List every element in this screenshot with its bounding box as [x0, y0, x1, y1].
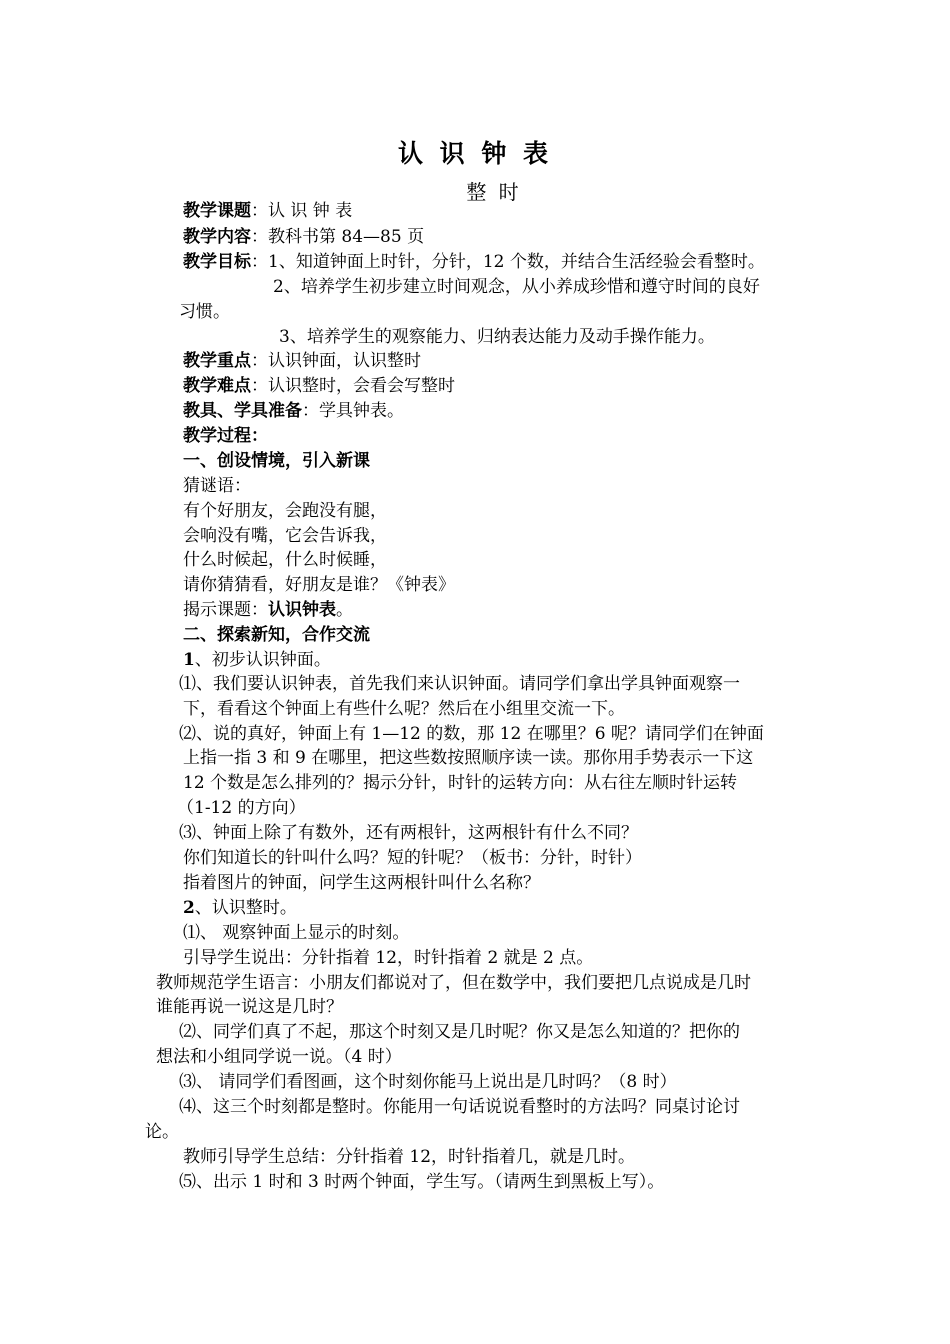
para-3a: ⑶、钟面上除了有数外，还有两根针，这两根针有什么不同？ — [179, 823, 638, 843]
riddle-line-4: 请你猜猜看，好朋友是谁？《钟表》 — [183, 575, 455, 595]
item-1c: 教师规范学生语言：小朋友们都说对了，但在数学中，我们要把几点说成是几时 — [156, 973, 751, 993]
meta-tools-label: 教具、学具准备 — [183, 401, 302, 421]
subsection-2-num: 2 — [183, 898, 195, 918]
meta-difficulty — [183, 374, 455, 398]
meta-topic-label: 教学课题 — [183, 201, 251, 221]
meta-goal-3: 3、培养学生的观察能力、归纳表达能力及动手操作能力。 — [279, 327, 715, 347]
para-2b: 上指一指 3 和 9 在哪里，把这些数按照顺序读一读。那你用手势表示一下这 — [183, 748, 754, 768]
reveal-suffix: 。 — [336, 600, 353, 620]
item-2a: ⑵、同学们真了不起，那这个时刻又是几时呢？你又是怎么知道的？把你的 — [179, 1022, 740, 1042]
subsection-1-num: 1 — [183, 650, 195, 670]
reveal-topic-name: 认识钟表 — [268, 600, 336, 620]
meta-process-colon: ： — [251, 426, 268, 446]
para-2a: ⑵、说的真好，钟面上有 1—12 的数，那 12 在哪里？6 呢？请同学们在钟面 — [179, 724, 764, 744]
riddle-line-1: 有个好朋友，会跑没有腿， — [183, 501, 387, 521]
meta-topic — [183, 199, 352, 223]
riddle-line-3: 什么时候起，什么时候睡， — [183, 550, 387, 570]
meta-goal-2a: 2、培养学生初步建立时间观念，从小养成珍惜和遵守时间的良好 — [273, 277, 760, 297]
meta-difficulty-label: 教学难点 — [183, 376, 251, 396]
meta-key-value: ：认识钟面，认识整时 — [251, 351, 421, 371]
doc-subtitle: 整 时 — [466, 180, 522, 204]
meta-key-label: 教学重点 — [183, 351, 251, 371]
item-1: ⑴、 观察钟面上显示的时刻。 — [183, 923, 410, 943]
item-4b: 论。 — [145, 1122, 179, 1142]
subsection-1 — [183, 648, 331, 672]
para-3b: 你们知道长的针叫什么吗？短的针呢？（板书：分针，时针） — [183, 848, 642, 868]
item-1b: 引导学生说出：分针指着 12，时针指着 2 就是 2 点。 — [183, 948, 594, 968]
meta-difficulty-value: ：认识整时，会看会写整时 — [251, 376, 455, 396]
item-4a: ⑷、这三个时刻都是整时。你能用一句话说说看整时的方法吗？同桌讨论讨 — [179, 1097, 740, 1117]
item-4c: 教师引导学生总结：分针指着 12，时针指着几，就是几时。 — [183, 1147, 636, 1167]
para-2d: （1-12 的方向） — [177, 798, 306, 818]
section-1-heading: 一、创设情境，引入新课 — [183, 451, 370, 471]
meta-key — [183, 349, 421, 373]
item-2b: 想法和小组同学说一说。（4 时） — [156, 1047, 402, 1067]
meta-content — [183, 225, 424, 249]
riddle-label: 猜谜语： — [183, 476, 251, 496]
section-2-heading: 二、探索新知，合作交流 — [183, 625, 370, 645]
riddle-line-2: 会响没有嘴，它会告诉我， — [183, 526, 387, 546]
item-5: ⑸、出示 1 时和 3 时两个钟面，学生写。（请两生到黑板上写）。 — [179, 1172, 665, 1192]
reveal-topic — [183, 598, 353, 622]
meta-content-value: ：教科书第 84—85 页 — [251, 227, 425, 247]
para-1a: ⑴、我们要认识钟表，首先我们来认识钟面。请同学们拿出学具钟面观察一 — [179, 674, 740, 694]
meta-process — [183, 424, 268, 448]
meta-goal-1-text: ：1、知道钟面上时针，分针，12 个数，并结合生活经验会看整时。 — [251, 252, 765, 272]
subsection-2-text: 、认识整时。 — [194, 898, 297, 918]
meta-goal-1 — [183, 250, 765, 274]
reveal-prefix: 揭示课题： — [183, 600, 268, 620]
meta-content-label: 教学内容 — [183, 227, 251, 247]
meta-topic-value: ：认 识 钟 表 — [251, 201, 353, 221]
para-2c: 12 个数是怎么排列的？揭示分针，时针的运转方向：从右往左顺时针运转 — [183, 773, 738, 793]
subsection-1-text: 、初步认识钟面。 — [194, 650, 331, 670]
item-1d: 谁能再说一说这是几时？ — [156, 997, 343, 1017]
para-1b: 下，看看这个钟面上有些什么呢？然后在小组里交流一下。 — [183, 699, 625, 719]
item-3: ⑶、 请同学们看图画，这个时刻你能马上说出是几时吗？（8 时） — [179, 1072, 677, 1092]
meta-tools — [183, 399, 404, 423]
meta-process-label: 教学过程 — [183, 426, 251, 446]
meta-goals-label: 教学目标 — [183, 252, 251, 272]
meta-goal-2b: 习惯。 — [179, 302, 230, 322]
doc-title: 认 识 钟 表 — [397, 139, 553, 168]
meta-tools-value: ：学具钟表。 — [302, 401, 404, 421]
subsection-2 — [183, 896, 297, 920]
para-3c: 指着图片的钟面，问学生这两根针叫什么名称？ — [183, 873, 540, 893]
